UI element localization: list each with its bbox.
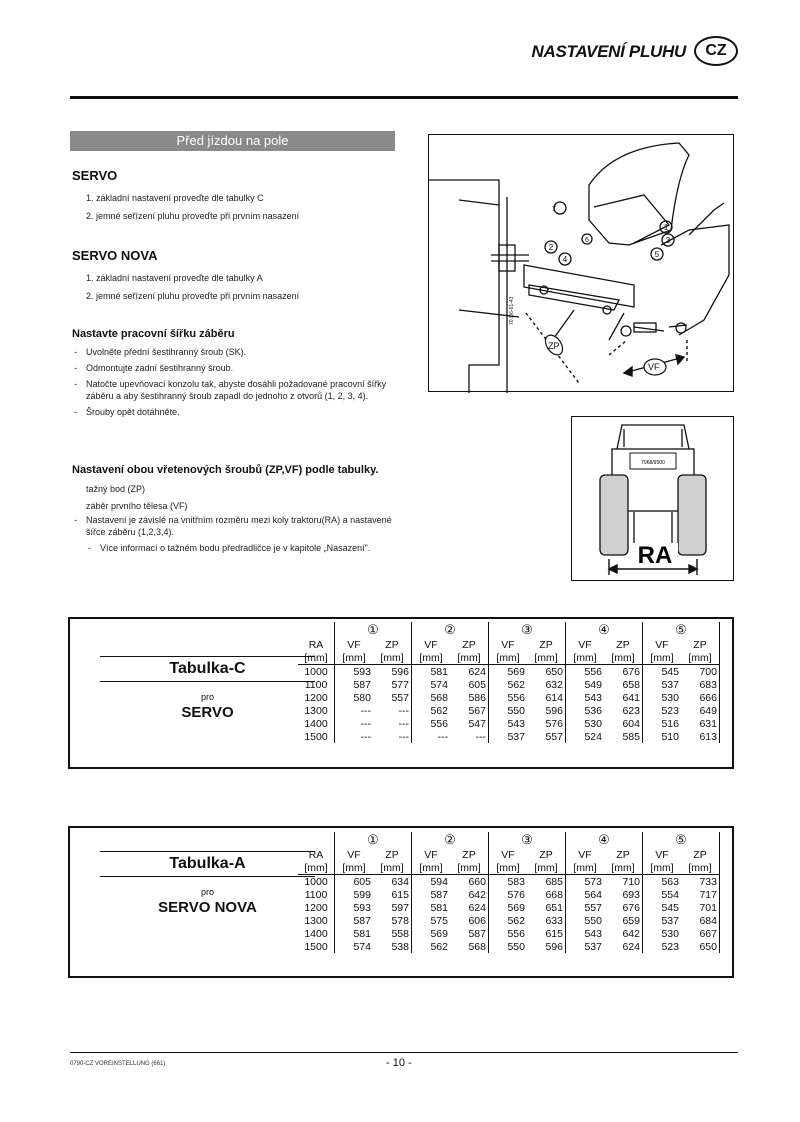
value-cell: 606 — [450, 914, 489, 927]
list-item: 1. základní nastavení proveďte dle tabulky C — [86, 193, 264, 203]
callout-5: 5 — [654, 250, 660, 259]
vf-label: VF — [648, 362, 660, 372]
value-cell: 550 — [507, 704, 525, 717]
value-cell: 650 — [681, 940, 720, 953]
unit-header: [mm] — [335, 861, 374, 875]
table-c-for: SERVO — [181, 704, 234, 721]
ra-cell: 1200 — [298, 691, 335, 704]
table-row — [298, 940, 720, 953]
value-cell: 574 — [430, 678, 448, 691]
ra-cell: 1300 — [298, 914, 335, 927]
value-cell: --- — [373, 704, 412, 717]
zp-label: ZP — [548, 341, 560, 351]
value-cell: 693 — [604, 888, 643, 901]
ra-cell: 1500 — [298, 940, 335, 953]
value-cell: 550 — [584, 914, 602, 927]
unit-header: [mm] — [298, 861, 335, 875]
list-item: 2. jemné seřízení pluhu proveďte při prvním nasazení — [86, 211, 300, 221]
servo-nova-list — [86, 272, 396, 308]
value-cell: --- — [373, 730, 412, 743]
value-cell: 593 — [353, 901, 371, 914]
value-cell: 557 — [527, 730, 566, 743]
value-cell: 658 — [604, 678, 643, 691]
footer-code: 0790-CZ VOREINSTELLUNG (661) — [70, 1061, 166, 1067]
value-cell: 668 — [527, 888, 566, 901]
width-step-2: ② — [412, 622, 489, 638]
value-cell: 562 — [430, 704, 448, 717]
value-cell: 624 — [450, 665, 489, 679]
ra-cell: 1400 — [298, 927, 335, 940]
value-cell: 594 — [430, 875, 448, 888]
value-cell: 562 — [507, 678, 525, 691]
value-cell: 624 — [450, 901, 489, 914]
callout-4: 4 — [562, 255, 568, 264]
value-cell: 547 — [450, 717, 489, 730]
zp-header: ZP — [450, 638, 489, 651]
value-cell: 568 — [450, 940, 489, 953]
value-cell: 631 — [681, 717, 720, 730]
value-cell: 623 — [604, 704, 643, 717]
list-item: - Více informací o tažném bodu předradličce je v kapitole „Nasazení". — [86, 542, 397, 554]
value-cell: 562 — [507, 914, 525, 927]
value-cell: 585 — [604, 730, 643, 743]
unit-header: [mm] — [604, 861, 643, 875]
value-cell: 545 — [661, 901, 679, 914]
value-cell: 578 — [373, 914, 412, 927]
value-cell: 577 — [373, 678, 412, 691]
value-cell: 524 — [584, 730, 602, 743]
zp-header: ZP — [604, 848, 643, 861]
value-cell: 510 — [661, 730, 679, 743]
value-cell: 543 — [584, 927, 602, 940]
vf-header: VF — [578, 848, 592, 861]
spindle-line-1: tažný bod (ZP) — [86, 484, 146, 494]
ra-cell: 1000 — [298, 665, 335, 679]
divider — [100, 681, 315, 682]
value-cell: 569 — [430, 927, 448, 940]
lang-badge: CZ — [694, 36, 738, 66]
value-cell: 537 — [584, 940, 602, 953]
value-cell: 659 — [604, 914, 643, 927]
unit-header: [mm] — [566, 861, 605, 875]
value-cell: 569 — [507, 901, 525, 914]
unit-header: [mm] — [489, 861, 528, 875]
callout-2: 2 — [548, 243, 554, 252]
width-heading: Nastavte pracovní šířku záběru — [72, 328, 235, 340]
ra-cell: 1100 — [298, 888, 335, 901]
list-item: 1. základní nastavení proveďte dle tabulky A — [86, 273, 263, 283]
spindle-list — [72, 514, 397, 558]
width-step-5: ⑤ — [643, 832, 720, 848]
value-cell: 632 — [527, 678, 566, 691]
unit-header: [mm] — [373, 861, 412, 875]
value-cell: 557 — [373, 691, 412, 704]
unit-header: [mm] — [527, 861, 566, 875]
width-step-3: ③ — [489, 622, 566, 638]
value-cell: 586 — [450, 691, 489, 704]
value-cell: 581 — [430, 665, 448, 678]
ra-cell: 1400 — [298, 717, 335, 730]
value-cell: 634 — [373, 875, 412, 889]
list-item: - Nastavení je závislé na vnitřním rozměru mezi koly traktoru(RA) a nastavené šířce záběru (1,2,3,4). — [72, 514, 397, 538]
table-row — [298, 730, 720, 743]
value-cell: --- — [360, 704, 371, 717]
table-a-for: SERVO NOVA — [158, 899, 257, 916]
value-cell: 536 — [584, 704, 602, 717]
plough-diagram — [428, 134, 734, 392]
unit-header: [mm] — [335, 651, 374, 665]
value-cell: 666 — [681, 691, 720, 704]
table-row — [298, 875, 720, 889]
zp-header: ZP — [681, 848, 720, 861]
callout-1: 1 — [663, 223, 669, 232]
value-cell: 543 — [507, 717, 525, 730]
table-c — [298, 622, 720, 743]
value-cell: 523 — [661, 940, 679, 953]
ra-cell: 1100 — [298, 678, 335, 691]
value-cell: 556 — [507, 691, 525, 704]
value-cell: 587 — [353, 914, 371, 927]
value-cell: 676 — [604, 901, 643, 914]
table-row — [298, 888, 720, 901]
value-cell: 599 — [353, 888, 371, 901]
width-step-4: ④ — [566, 622, 643, 638]
value-cell: --- — [360, 717, 371, 730]
unit-header: [mm] — [412, 651, 451, 665]
value-cell: 575 — [430, 914, 448, 927]
callout-3: 3 — [665, 236, 671, 245]
width-step-2: ② — [412, 832, 489, 848]
zp-header: ZP — [527, 638, 566, 651]
table-row — [298, 678, 720, 691]
value-cell: 530 — [584, 717, 602, 730]
unit-header: [mm] — [412, 861, 451, 875]
zp-header: ZP — [681, 638, 720, 651]
value-cell: 580 — [353, 691, 371, 704]
table-row — [298, 901, 720, 914]
table-a — [298, 832, 720, 953]
divider — [100, 656, 315, 657]
list-item: 2. jemné seřízení pluhu proveďte při prvním nasazení — [86, 291, 300, 301]
value-cell: 650 — [527, 665, 566, 679]
value-cell: 605 — [450, 678, 489, 691]
value-cell: 605 — [353, 875, 371, 888]
vf-header: VF — [655, 638, 669, 651]
spindle-heading: Nastavení obou vřetenových šroubů (ZP,VF) podle tabulky. — [72, 464, 379, 476]
value-cell: 543 — [584, 691, 602, 704]
unit-header: [mm] — [681, 861, 720, 875]
value-cell: 641 — [604, 691, 643, 704]
value-cell: 554 — [661, 888, 679, 901]
value-cell: 615 — [373, 888, 412, 901]
callout-7: 7 — [552, 206, 556, 213]
vf-header: VF — [424, 638, 438, 651]
value-cell: 568 — [430, 691, 448, 704]
value-cell: 642 — [450, 888, 489, 901]
ra-header: RA — [298, 638, 335, 651]
list-item: - Odmontujte zadní šestihranný šroub. — [72, 362, 397, 374]
vf-header: VF — [424, 848, 438, 861]
unit-header: [mm] — [566, 651, 605, 665]
value-cell: 574 — [353, 940, 371, 953]
value-cell: 530 — [661, 927, 679, 940]
callout-6: 6 — [585, 237, 589, 244]
value-cell: 596 — [527, 704, 566, 717]
section-banner: Před jízdou na pole — [70, 131, 395, 151]
value-cell: 614 — [527, 691, 566, 704]
zp-header: ZP — [527, 848, 566, 861]
footer-rule — [70, 1052, 738, 1053]
value-cell: 569 — [507, 665, 525, 678]
value-cell: 593 — [353, 665, 371, 678]
divider — [100, 876, 315, 877]
tractor-diagram — [571, 416, 734, 581]
value-cell: 537 — [661, 678, 679, 691]
value-cell: 633 — [527, 914, 566, 927]
list-item: - Natočte upevňovací konzolu tak, abyste dosáhli požadované pracovní šířky záběru a aby šestihranný šroub zapadl do jednoho z otvorů (1, 2, 3, 4). — [72, 378, 397, 402]
ra-label: RA — [637, 542, 673, 569]
value-cell: 596 — [527, 940, 566, 953]
value-cell: 710 — [604, 875, 643, 889]
value-cell: 516 — [661, 717, 679, 730]
spindle-line-2: záběr prvního tělesa (VF) — [86, 501, 188, 511]
vf-header: VF — [501, 848, 515, 861]
value-cell: --- — [373, 717, 412, 730]
value-cell: 649 — [681, 704, 720, 717]
value-cell: 581 — [353, 927, 371, 940]
unit-header: [mm] — [604, 651, 643, 665]
divider — [100, 851, 315, 852]
value-cell: 576 — [527, 717, 566, 730]
value-cell: 596 — [373, 665, 412, 679]
value-cell: 562 — [430, 940, 448, 953]
value-cell: 587 — [450, 927, 489, 940]
ra-cell: 1500 — [298, 730, 335, 743]
zp-header: ZP — [373, 638, 412, 651]
value-cell: 557 — [584, 901, 602, 914]
servo-list — [86, 192, 396, 228]
width-step-1: ① — [335, 622, 412, 638]
table-row — [298, 717, 720, 730]
zp-header: ZP — [373, 848, 412, 861]
table-row — [298, 927, 720, 940]
value-cell: 597 — [373, 901, 412, 914]
zp-header: ZP — [450, 848, 489, 861]
unit-header: [mm] — [527, 651, 566, 665]
unit-header: [mm] — [643, 651, 682, 665]
width-step-4: ④ — [566, 832, 643, 848]
header-title: NASTAVENÍ PLUHU — [531, 42, 686, 61]
value-cell: 587 — [430, 888, 448, 901]
table-row — [298, 691, 720, 704]
table-row — [298, 704, 720, 717]
width-step-1: ① — [335, 832, 412, 848]
table-a-box — [68, 826, 734, 978]
table-c-title: Tabulka-C — [169, 660, 246, 677]
value-cell: 583 — [507, 875, 525, 888]
list-item: - Šrouby opět dotáhněte. — [72, 406, 397, 418]
value-cell: 549 — [584, 678, 602, 691]
table-c-pro: pro — [200, 692, 214, 702]
vf-header: VF — [655, 848, 669, 861]
value-cell: 576 — [507, 888, 525, 901]
value-cell: 700 — [681, 665, 720, 679]
value-cell: --- — [437, 730, 448, 743]
drawing-code: 70.9/6-61-43 — [509, 296, 515, 325]
unit-header: [mm] — [681, 651, 720, 665]
value-cell: 550 — [507, 940, 525, 953]
value-cell: 564 — [584, 888, 602, 901]
table-row — [298, 665, 720, 679]
unit-header: [mm] — [643, 861, 682, 875]
list-item: - Uvolněte přední šestihranný šroub (SK). — [72, 346, 397, 358]
value-cell: 667 — [681, 927, 720, 940]
value-cell: --- — [450, 730, 489, 743]
value-cell: 642 — [604, 927, 643, 940]
vf-header: VF — [347, 638, 361, 651]
ra-cell: 1000 — [298, 875, 335, 889]
value-cell: 685 — [527, 875, 566, 889]
header-rule — [70, 96, 738, 99]
ra-cell: 1200 — [298, 901, 335, 914]
unit-header: [mm] — [489, 651, 528, 665]
width-step-5: ⑤ — [643, 622, 720, 638]
value-cell: 556 — [507, 927, 525, 940]
value-cell: 717 — [681, 888, 720, 901]
table-c-box — [68, 617, 734, 769]
value-cell: 587 — [353, 678, 371, 691]
value-cell: 615 — [527, 927, 566, 940]
value-cell: 567 — [450, 704, 489, 717]
value-cell: 676 — [604, 665, 643, 679]
value-cell: 556 — [584, 665, 602, 678]
value-cell: 624 — [604, 940, 643, 953]
vf-header: VF — [578, 638, 592, 651]
value-cell: 733 — [681, 875, 720, 889]
value-cell: 604 — [604, 717, 643, 730]
value-cell: 684 — [681, 914, 720, 927]
value-cell: 683 — [681, 678, 720, 691]
value-cell: 545 — [661, 665, 679, 678]
ra-header: RA — [298, 848, 335, 861]
width-list — [72, 346, 397, 422]
unit-header: [mm] — [373, 651, 412, 665]
unit-header: [mm] — [298, 651, 335, 665]
value-cell: --- — [360, 730, 371, 743]
value-cell: 563 — [661, 875, 679, 888]
value-cell: 537 — [661, 914, 679, 927]
tractor-code: 7068/9500 — [641, 460, 665, 466]
value-cell: 651 — [527, 901, 566, 914]
table-a-pro: pro — [200, 887, 214, 897]
servo-heading: SERVO — [72, 168, 118, 183]
page-number: - 10 - — [386, 1057, 412, 1069]
value-cell: 556 — [430, 717, 448, 730]
value-cell: 537 — [507, 730, 525, 743]
ra-cell: 1300 — [298, 704, 335, 717]
zp-header: ZP — [604, 638, 643, 651]
value-cell: 701 — [681, 901, 720, 914]
value-cell: 660 — [450, 875, 489, 889]
width-step-3: ③ — [489, 832, 566, 848]
table-a-title: Tabulka-A — [169, 855, 246, 872]
value-cell: 573 — [584, 875, 602, 888]
value-cell: 558 — [373, 927, 412, 940]
vf-header: VF — [347, 848, 361, 861]
unit-header: [mm] — [450, 861, 489, 875]
value-cell: 530 — [661, 691, 679, 704]
vf-header: VF — [501, 638, 515, 651]
value-cell: 613 — [681, 730, 720, 743]
value-cell: 581 — [430, 901, 448, 914]
value-cell: 538 — [373, 940, 412, 953]
value-cell: 523 — [661, 704, 679, 717]
unit-header: [mm] — [450, 651, 489, 665]
servo-nova-heading: SERVO NOVA — [72, 248, 158, 263]
table-row — [298, 914, 720, 927]
